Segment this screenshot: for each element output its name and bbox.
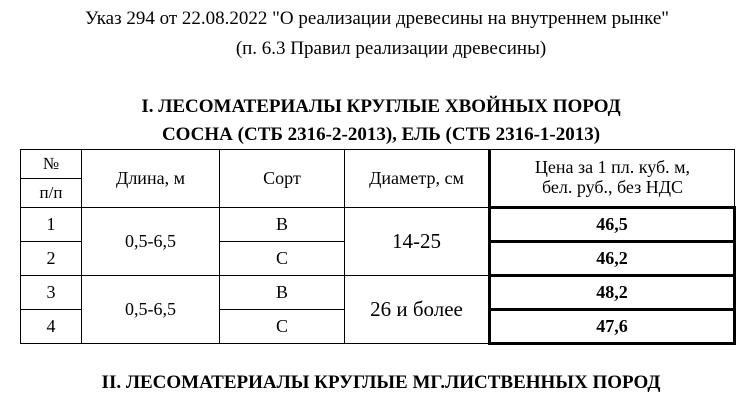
row-grade: С	[220, 310, 345, 344]
table-row	[21, 276, 735, 310]
group-length: 0,5-6,5	[82, 276, 220, 344]
row-price: 46,5	[490, 208, 735, 242]
row-price: 48,2	[490, 276, 735, 310]
section-1-subtitle: СОСНА (СТБ 2316-2-2013), ЕЛЬ (СТБ 2316-1-2013)	[161, 124, 601, 145]
group-length: 0,5-6,5	[82, 208, 220, 276]
header-price-line2: бел. руб., без НДС	[541, 177, 684, 197]
row-price: 47,6	[490, 310, 735, 344]
header-grade: Сорт	[220, 150, 345, 208]
row-grade: В	[220, 276, 345, 310]
header-num-bottom: п/п	[21, 179, 82, 208]
header-price	[490, 150, 735, 208]
table-header-row	[21, 150, 735, 179]
group-diameter: 14-25	[345, 208, 490, 276]
price-table	[20, 149, 736, 345]
row-price: 46,2	[490, 242, 735, 276]
rules-reference: (п. 6.3 Правил реализации древесины)	[235, 38, 547, 59]
decree-reference: Указ 294 от 22.08.2022 "О реализации древесины на внутреннем рынке"	[84, 8, 670, 29]
group-diameter: 26 и более	[345, 276, 490, 344]
header-num-top: №	[21, 150, 82, 179]
header-price-line1: Цена за 1 пл. куб. м,	[534, 157, 691, 178]
header-length: Длина, м	[82, 150, 220, 208]
table-row	[21, 208, 735, 242]
row-num: 4	[21, 310, 82, 344]
row-num: 3	[21, 276, 82, 310]
section-1-title: I. ЛЕСОМАТЕРИАЛЫ КРУГЛЫЕ ХВОЙНЫХ ПОРОД	[141, 96, 621, 117]
header-diameter: Диаметр, см	[345, 150, 490, 208]
section-2-title: II. ЛЕСОМАТЕРИАЛЫ КРУГЛЫЕ МГ.ЛИСТВЕННЫХ ПОРОД	[101, 372, 661, 393]
row-num: 1	[21, 208, 82, 242]
row-grade: С	[220, 242, 345, 276]
row-grade: В	[220, 208, 345, 242]
row-num: 2	[21, 242, 82, 276]
